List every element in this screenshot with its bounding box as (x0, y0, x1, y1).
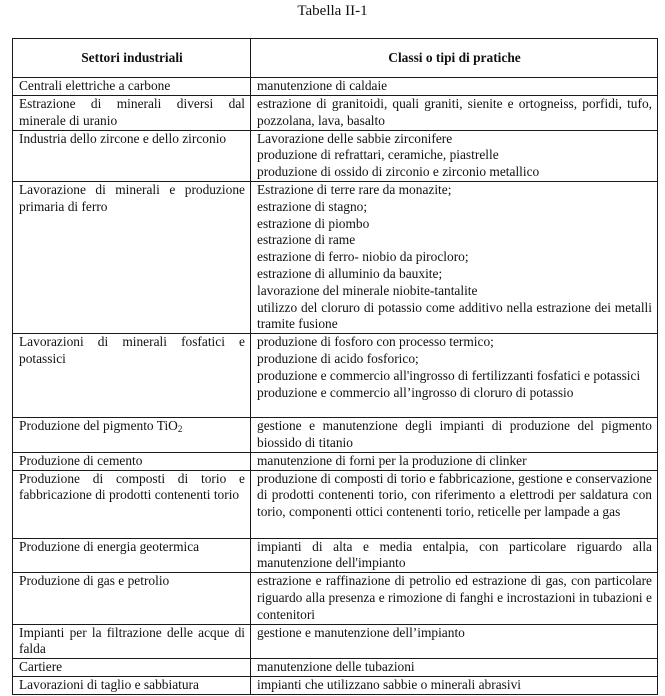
practice-item: manutenzione di caldaie (257, 78, 388, 93)
sector-cell: Lavorazioni di taglio e sabbiatura (13, 677, 251, 695)
practice-item: utilizzo del cloruro di potassio come additivo nella estrazione dei metalli tramite fusione (257, 299, 652, 332)
practices-cell (251, 181, 658, 333)
sector-cell (13, 418, 251, 453)
industrial-sectors-table (12, 38, 658, 695)
practice-item: estrazione di rame (257, 232, 356, 248)
practice-item: impianti che utilizzano sabbie o minerali abrasivi (257, 677, 522, 693)
practice-item: estrazione di alluminio da bauxite; (257, 265, 443, 281)
practice-item: estrazione di piombo (257, 215, 370, 231)
practice-item: produzione e commercio all’ingrosso di cloruro di potassio (257, 384, 574, 400)
practice-item: manutenzione delle tubazioni (257, 659, 415, 675)
table-row (13, 452, 658, 470)
practices-cell (251, 677, 658, 695)
practice-item: estrazione di stagno; (257, 198, 368, 214)
practice-item: estrazione di ferro- niobio da pirocloro; (257, 249, 469, 265)
practice-item: produzione di ossido di zirconio e zirconio metallico (257, 164, 540, 180)
practice-item: gestione e manutenzione degli impianti di produzione del pigmento biossido di titanio (257, 418, 652, 450)
practices-cell (251, 624, 658, 659)
practice-item: produzione e commercio all'ingrosso di fertilizzanti fosfatici e potassici (257, 367, 641, 383)
table-title: Tabella II-1 (297, 3, 368, 19)
practice-item: produzione di fosforo con processo termico; (257, 334, 494, 350)
table-row (13, 181, 658, 333)
practices-cell (251, 96, 658, 131)
table-row (13, 334, 658, 418)
table-row (13, 78, 658, 96)
table-row (13, 470, 658, 538)
practices-cell (251, 452, 658, 470)
table-row (13, 538, 658, 573)
table-row (13, 659, 658, 677)
table-row (13, 96, 658, 131)
sector-cell: Centrali elettriche a carbone (13, 78, 251, 96)
practice-item: manutenzione di forni per la produzione di clinker (257, 452, 527, 468)
practices-cell (251, 538, 658, 573)
practice-item: Estrazione di terre rare da monazite; (257, 181, 452, 197)
column-header-practices: Classi o tipi di pratiche (251, 39, 658, 78)
practice-item: estrazione di granitoidi, quali graniti, sienite e ortogneiss, porfidi, tufo, pozzolana, lava, basalto (257, 96, 652, 128)
practice-item: impianti di alta e media entalpia, con particolare riguardo alla manutenzione dell'impianto (257, 538, 652, 571)
practices-cell (251, 573, 658, 624)
practice-item: produzione di composti di torio e fabbricazione, gestione e conservazione di prodotti contenenti torio, con riferimento a elettrodi per saldatura con torio, componenti ottici contenenti torio, reticelle per lampade a gas (257, 470, 652, 520)
practices-cell (251, 659, 658, 677)
table-row (13, 418, 658, 453)
table-row (13, 573, 658, 624)
practice-item: produzione di refrattari, ceramiche, piastrelle (257, 147, 499, 163)
practice-item: Lavorazione delle sabbie zirconifere (257, 130, 453, 146)
practice-item: produzione di acido fosforico; (257, 350, 419, 366)
sector-cell: Produzione di energia geotermica (13, 538, 251, 573)
practice-item: gestione e manutenzione dell’impianto (257, 624, 465, 640)
sector-text: Produzione del pigmento TiO (19, 418, 178, 434)
practices-cell (251, 78, 658, 96)
column-header-sectors: Settori industriali (13, 39, 251, 78)
table-row (13, 677, 658, 695)
practices-cell (251, 418, 658, 453)
sector-cell: Produzione di composti di torio e fabbricazione di prodotti contenenti torio (13, 470, 251, 538)
sector-cell: Impianti per la filtrazione delle acque di falda (13, 624, 251, 659)
table-header-row (13, 39, 658, 78)
sector-cell: Industria dello zircone e dello zirconio (13, 130, 251, 181)
table-row (13, 130, 658, 181)
subscript: 2 (177, 424, 183, 435)
practice-item: estrazione e raffinazione di petrolio ed estrazione di gas, con particolare riguardo alla presenza e rimozione di fanghi e incrostazioni in tubazioni e contenitori (257, 573, 652, 622)
sector-cell: Lavorazioni di minerali fosfatici e potassici (13, 334, 251, 418)
practices-cell (251, 130, 658, 181)
sector-cell: Lavorazione di minerali e produzione primaria di ferro (13, 181, 251, 333)
sector-cell: Cartiere (13, 659, 251, 677)
sector-cell: Estrazione di minerali diversi dal minerale di uranio (13, 96, 251, 131)
practices-cell (251, 334, 658, 418)
sector-cell: Produzione di cemento (13, 452, 251, 470)
table-row (13, 624, 658, 659)
practice-item: lavorazione del minerale niobite-tantalite (257, 282, 478, 298)
sector-cell: Produzione di gas e petrolio (13, 573, 251, 624)
practices-cell (251, 470, 658, 538)
